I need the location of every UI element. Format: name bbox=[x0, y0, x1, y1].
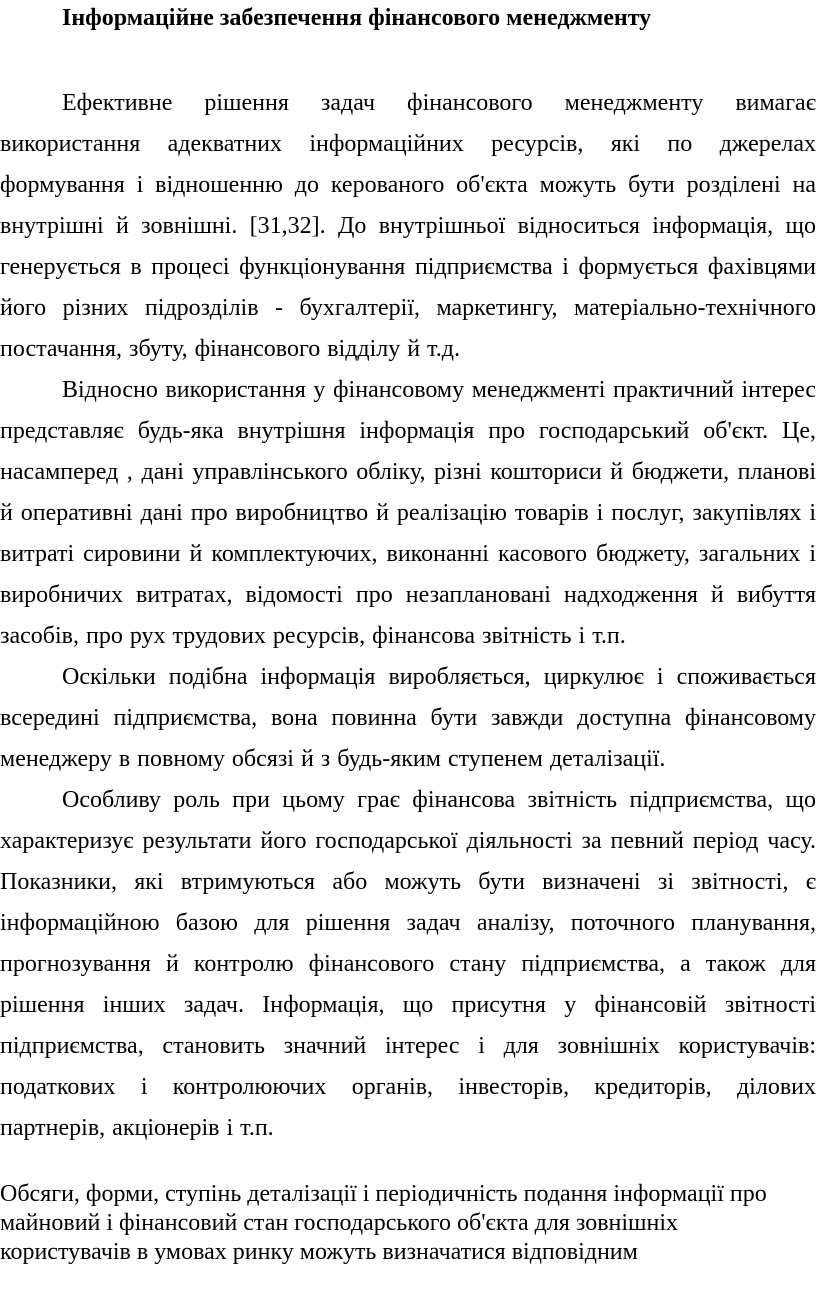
paragraph-availability: Оскільки подібна інформація виробляється, циркулює і споживається всередині підприємства, вона повинна бути завжди доступна фінансовому менеджеру в повному обсязі й з будь-яким ступенем деталізації. bbox=[0, 664, 816, 772]
paragraph-financial-reporting: Особливу роль при цьому грає фінансова звітність підприємства, що характеризує результати його господарської діяльності за певний період часу. Показники, які втримуються або можуть бути визначені зі звітності, є інформаційною базою для рішення задач аналізу, поточного планування, прогнозування й контролю фінансового стану підприємства, а також для рішення інших задач. Інформація, що присутня у фінансовій звітності підприємства, становить значний інтерес і для зовнішніх користувачів: податкових і контролюючих органів, інвесторів, кредиторів, ділових партнерів, акціонерів і т.п. bbox=[0, 787, 816, 1141]
paragraph-internal-data-usage: Відносно використання у фінансовому менеджменті практичний інтерес представляє будь-яка внутрішня інформація про господарський об'єкт. Це, насамперед , дані управлінського обліку, різні кошториси й бюджети, планові й оперативні дані про виробництво й реалізацію товарів і послуг, закупівлях і витраті сировини й комплектуючих, виконанні касового бюджету, загальних і виробничих витратах, відомості про незаплановані надходження й вибуття засобів, про рух трудових ресурсів, фінансова звітність і т.п. bbox=[0, 377, 816, 649]
tail-line: майновий і фінансовий стан господарського об'єкта для зовнішніх bbox=[0, 1210, 679, 1236]
tail-line: Обсяги, форми, ступінь деталізації і періодичність подання інформації про bbox=[0, 1181, 767, 1207]
paragraph-internal-information: Ефективне рішення задач фінансового менеджменту вимагає використання адекватних інформаційних ресурсів, які по джерелах формування і відношенню до керованого об'єкта можуть бути розділені на внутрішні й зовнішні. [31,32]. До внутрішньої відноситься інформація, що генерується в процесі функціонування підприємства і формується фахівцями його різних підрозділів - бухгалтерії, маркетингу, матеріально-технічного постачання, збуту, фінансового відділу й т.д. bbox=[0, 90, 816, 362]
document-title: Інформаційне забезпечення фінансового менеджменту bbox=[62, 5, 652, 31]
document-body bbox=[0, 83, 816, 1149]
document-tail bbox=[0, 1180, 816, 1267]
tail-line: користувачів в умовах ринку можуть визначатися відповідним bbox=[0, 1239, 638, 1265]
